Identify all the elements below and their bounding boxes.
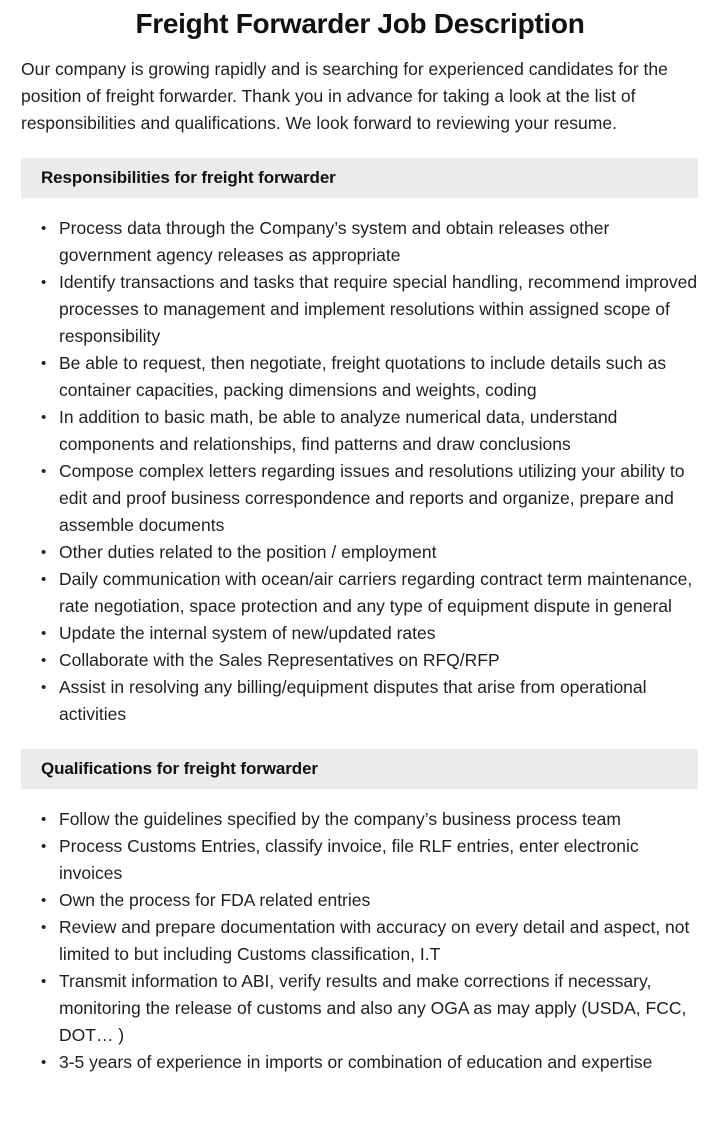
- responsibilities-section: [0, 158, 720, 728]
- list-item: • Collaborate with the Sales Representatives on RFQ/RFP: [0, 647, 698, 674]
- list-item: • Process data through the Company’s system and obtain releases other government agency releases as appropriate: [0, 215, 698, 269]
- list-item: • Follow the guidelines specified by the company’s business process team: [0, 806, 698, 833]
- list-item: • Compose complex letters regarding issues and resolutions utilizing your ability to edit and proof business correspondence and reports and organize, prepare and assemble documents: [0, 458, 698, 539]
- list-item: • Daily communication with ocean/air carriers regarding contract term maintenance, rate negotiation, space protection and any type of equipment dispute in general: [0, 566, 698, 620]
- page-title: Freight Forwarder Job Description: [135, 8, 585, 39]
- list-item: • In addition to basic math, be able to analyze numerical data, understand components and relationships, find patterns and draw conclusions: [0, 404, 698, 458]
- list-item: • Be able to request, then negotiate, freight quotations to include details such as container capacities, packing dimensions and weights, coding: [0, 350, 698, 404]
- qualifications-heading: Qualifications for freight forwarder: [41, 759, 318, 778]
- list-item: • Review and prepare documentation with accuracy on every detail and aspect, not limited to but including Customs classification, I.T: [0, 914, 698, 968]
- list-item: • Transmit information to ABI, verify results and make corrections if necessary, monitoring the release of customs and also any OGA as may apply (USDA, FCC, DOT… ): [0, 968, 698, 1049]
- list-item: • Update the internal system of new/updated rates: [0, 620, 698, 647]
- qualifications-section-header: [21, 749, 698, 789]
- list-item: • Other duties related to the position / employment: [0, 539, 698, 566]
- responsibilities-heading: Responsibilities for freight forwarder: [41, 168, 336, 187]
- intro-paragraph: Our company is growing rapidly and is searching for experienced candidates for the position of freight forwarder. Thank you in advance for taking a look at the list of responsibilities and qualifications. We look forward to reviewing your resume.: [21, 59, 668, 133]
- list-item: • Identify transactions and tasks that require special handling, recommend improved processes to management and implement resolutions within assigned scope of responsibility: [0, 269, 698, 350]
- responsibilities-list: [0, 198, 720, 728]
- list-item: • Assist in resolving any billing/equipment disputes that arise from operational activities: [0, 674, 698, 728]
- list-item: • Process Customs Entries, classify invoice, file RLF entries, enter electronic invoices: [0, 833, 698, 887]
- qualifications-list: [0, 789, 720, 1076]
- responsibilities-section-header: [21, 158, 698, 198]
- list-item: • 3-5 years of experience in imports or combination of education and expertise: [0, 1049, 698, 1076]
- list-item: • Own the process for FDA related entries: [0, 887, 698, 914]
- qualifications-section: [0, 749, 720, 1076]
